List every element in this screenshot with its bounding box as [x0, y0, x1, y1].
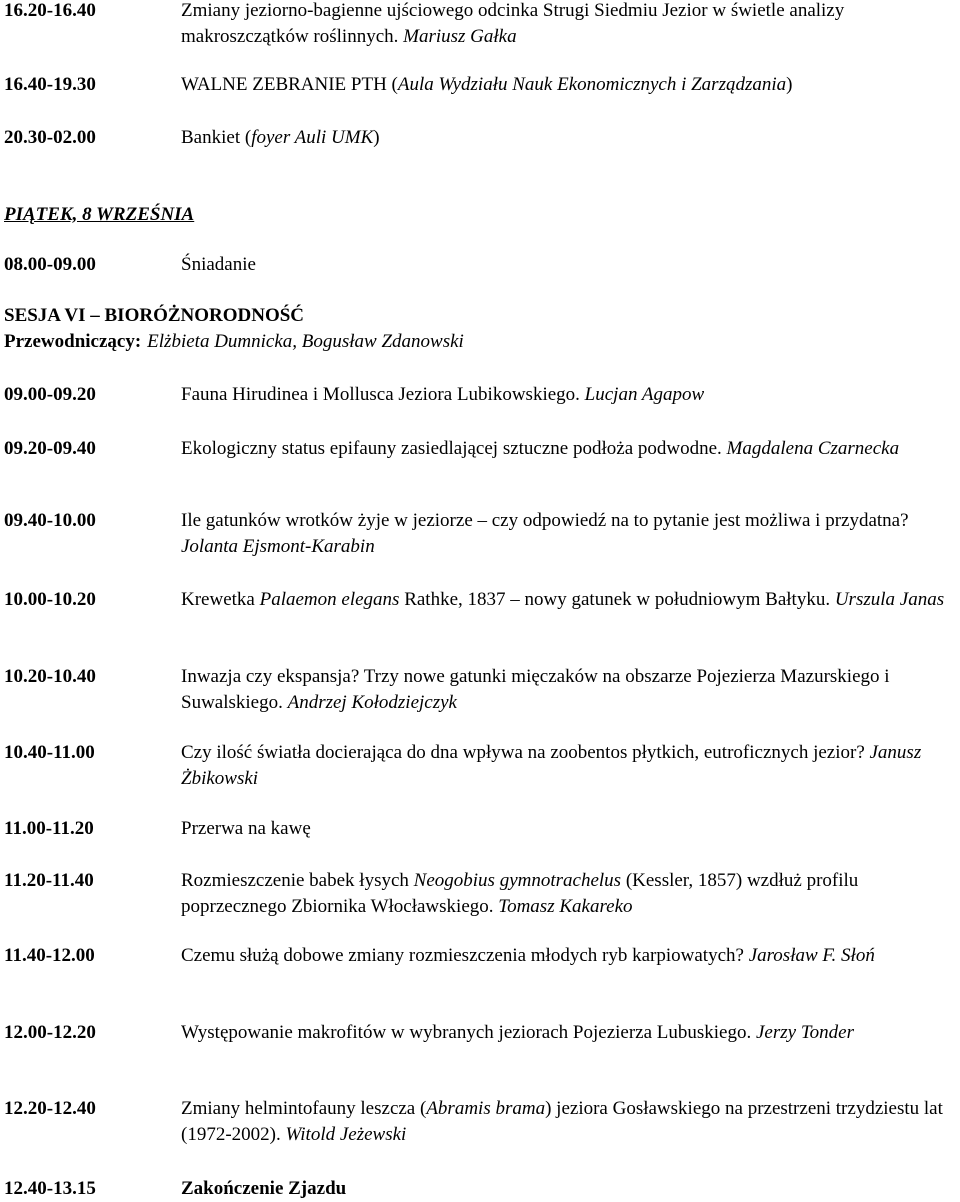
italic-text: Andrzej Kołodziejczyk: [287, 692, 457, 713]
talk-title: Występowanie makrofitów w wybranych jeziorach Pojezierza Lubuskiego.: [181, 1022, 756, 1043]
talk-text: [181, 508, 954, 560]
talk-title: Przerwa na kawę: [181, 818, 311, 839]
agenda-row: [4, 436, 954, 462]
talk-title: Ekologiczny status epifauny zasiedlającej sztuczne podłoża podwodne.: [181, 438, 727, 459]
talk-text: [181, 664, 954, 716]
agenda-row: [4, 0, 954, 50]
italic-text: Tomasz Kakareko: [498, 896, 633, 917]
talk-title: Krewetka: [181, 589, 260, 610]
agenda-row: [4, 1020, 954, 1046]
time-slot: 12.20-12.40: [4, 1098, 96, 1119]
event-title-end: ): [786, 74, 793, 95]
agenda-row: [4, 508, 954, 560]
time-slot: 10.40-11.00: [4, 742, 95, 763]
agenda-row: [4, 587, 954, 613]
agenda-row: [4, 72, 954, 98]
time-slot: 11.00-11.20: [4, 818, 94, 839]
event-title: Bankiet (: [181, 127, 252, 148]
italic-text: Jerzy Tonder: [756, 1022, 854, 1043]
agenda-row: [4, 1096, 954, 1148]
talk-title: Fauna Hirudinea i Mollusca Jeziora Lubikowskiego.: [181, 384, 585, 405]
talk-title: Zmiany helmintofauny leszcza (: [181, 1098, 427, 1119]
event-location: foyer Auli UMK: [251, 127, 374, 148]
agenda-title: [181, 125, 954, 151]
time-slot: 12.00-12.20: [4, 1022, 96, 1043]
agenda-title: [181, 0, 954, 50]
time-slot: 10.00-10.20: [4, 589, 96, 610]
agenda-row: [4, 816, 954, 842]
time-slot: 09.20-09.40: [4, 438, 96, 459]
talk-text: [181, 740, 954, 792]
time-slot: 16.20-16.40: [4, 0, 96, 21]
chairs-label: Przewodniczący:: [4, 331, 142, 352]
event-title: WALNE ZEBRANIE PTH (: [181, 74, 398, 95]
agenda-row: [4, 1176, 954, 1202]
event-location: Aula Wydziału Nauk Ekonomicznych i Zarządzania: [397, 74, 787, 95]
talk-text: [181, 587, 954, 613]
time-slot: 08.00-09.00: [4, 254, 96, 275]
session-title: SESJA VI – BIORÓŻNORODNOŚĆ: [4, 305, 305, 326]
agenda-row: [4, 125, 954, 151]
time-slot: 11.20-11.40: [4, 870, 94, 891]
talk-text: [181, 1020, 954, 1046]
time-slot: 12.40-13.15: [4, 1178, 96, 1199]
talk-author: Mariusz Gałka: [403, 26, 517, 47]
talk-title: (Kessler, 1857) wzdłuż profilu poprzecznego Zbiornika Włocławskiego.: [181, 870, 859, 917]
time-slot: 09.00-09.20: [4, 384, 96, 405]
agenda-row: [4, 740, 954, 792]
italic-text: Urszula Janas: [834, 589, 945, 610]
time-slot: 10.20-10.40: [4, 666, 96, 687]
time-slot: 20.30-02.00: [4, 127, 96, 148]
talk-title: ) jeziora Gosławskiego na przestrzeni trzydziestu lat (1972-2002).: [181, 1098, 943, 1145]
italic-text: Jarosław F. Słoń: [748, 945, 875, 966]
talk-text: [181, 868, 954, 920]
agenda-row: [4, 943, 954, 969]
agenda-row: [4, 868, 954, 920]
chairs-names: Elżbieta Dumnicka, Bogusław Zdanowski: [147, 331, 464, 352]
agenda-row: [4, 252, 954, 278]
talk-title: Rozmieszczenie babek łysych: [181, 870, 414, 891]
time-slot: 09.40-10.00: [4, 510, 96, 531]
day-heading: PIĄTEK, 8 WRZEŚNIA: [4, 204, 195, 225]
italic-text: Abramis brama: [426, 1098, 546, 1119]
agenda-row: [4, 382, 954, 408]
closing-title: Zakończenie Zjazdu: [181, 1178, 347, 1199]
talk-title: Ile gatunków wrotków żyje w jeziorze – czy odpowiedź na to pytanie jest możliwa i przydatna?: [181, 510, 909, 531]
italic-text: Janusz Żbikowski: [181, 742, 922, 789]
talk-text: [181, 943, 954, 969]
talk-title: Zmiany jeziorno-bagienne ujściowego odcinka Strugi Siedmiu Jezior w świetle analizy makroszczątków roślinnych.: [181, 0, 845, 47]
time-slot: 16.40-19.30: [4, 74, 96, 95]
italic-text: Lucjan Agapow: [584, 384, 705, 405]
agenda-title: [181, 72, 954, 98]
italic-text: Palaemon elegans: [259, 589, 400, 610]
session-chairs: [4, 329, 464, 355]
italic-text: Jolanta Ejsmont-Karabin: [181, 536, 375, 557]
talk-title: Czemu służą dobowe zmiany rozmieszczenia młodych ryb karpiowatych?: [181, 945, 749, 966]
talk-text: [181, 1096, 954, 1148]
talk-text: [181, 436, 954, 462]
italic-text: Magdalena Czarnecka: [726, 438, 900, 459]
italic-text: Witold Jeżewski: [285, 1124, 407, 1145]
time-slot: 11.40-12.00: [4, 945, 95, 966]
talk-text: [181, 382, 954, 408]
talk-title: Rathke, 1837 – nowy gatunek w południowym Bałtyku.: [399, 589, 835, 610]
agenda-row: [4, 664, 954, 716]
talk-title: Czy ilość światła docierająca do dna wpływa na zoobentos płytkich, eutroficznych jezior?: [181, 742, 870, 763]
agenda-title: Śniadanie: [181, 254, 256, 275]
talk-text: [181, 816, 954, 842]
talk-title: Inwazja czy ekspansja? Trzy nowe gatunki mięczaków na obszarze Pojezierza Mazurskiego i Suwalskiego.: [181, 666, 890, 713]
italic-text: Neogobius gymnotrachelus: [413, 870, 622, 891]
event-title-end: ): [373, 127, 380, 148]
